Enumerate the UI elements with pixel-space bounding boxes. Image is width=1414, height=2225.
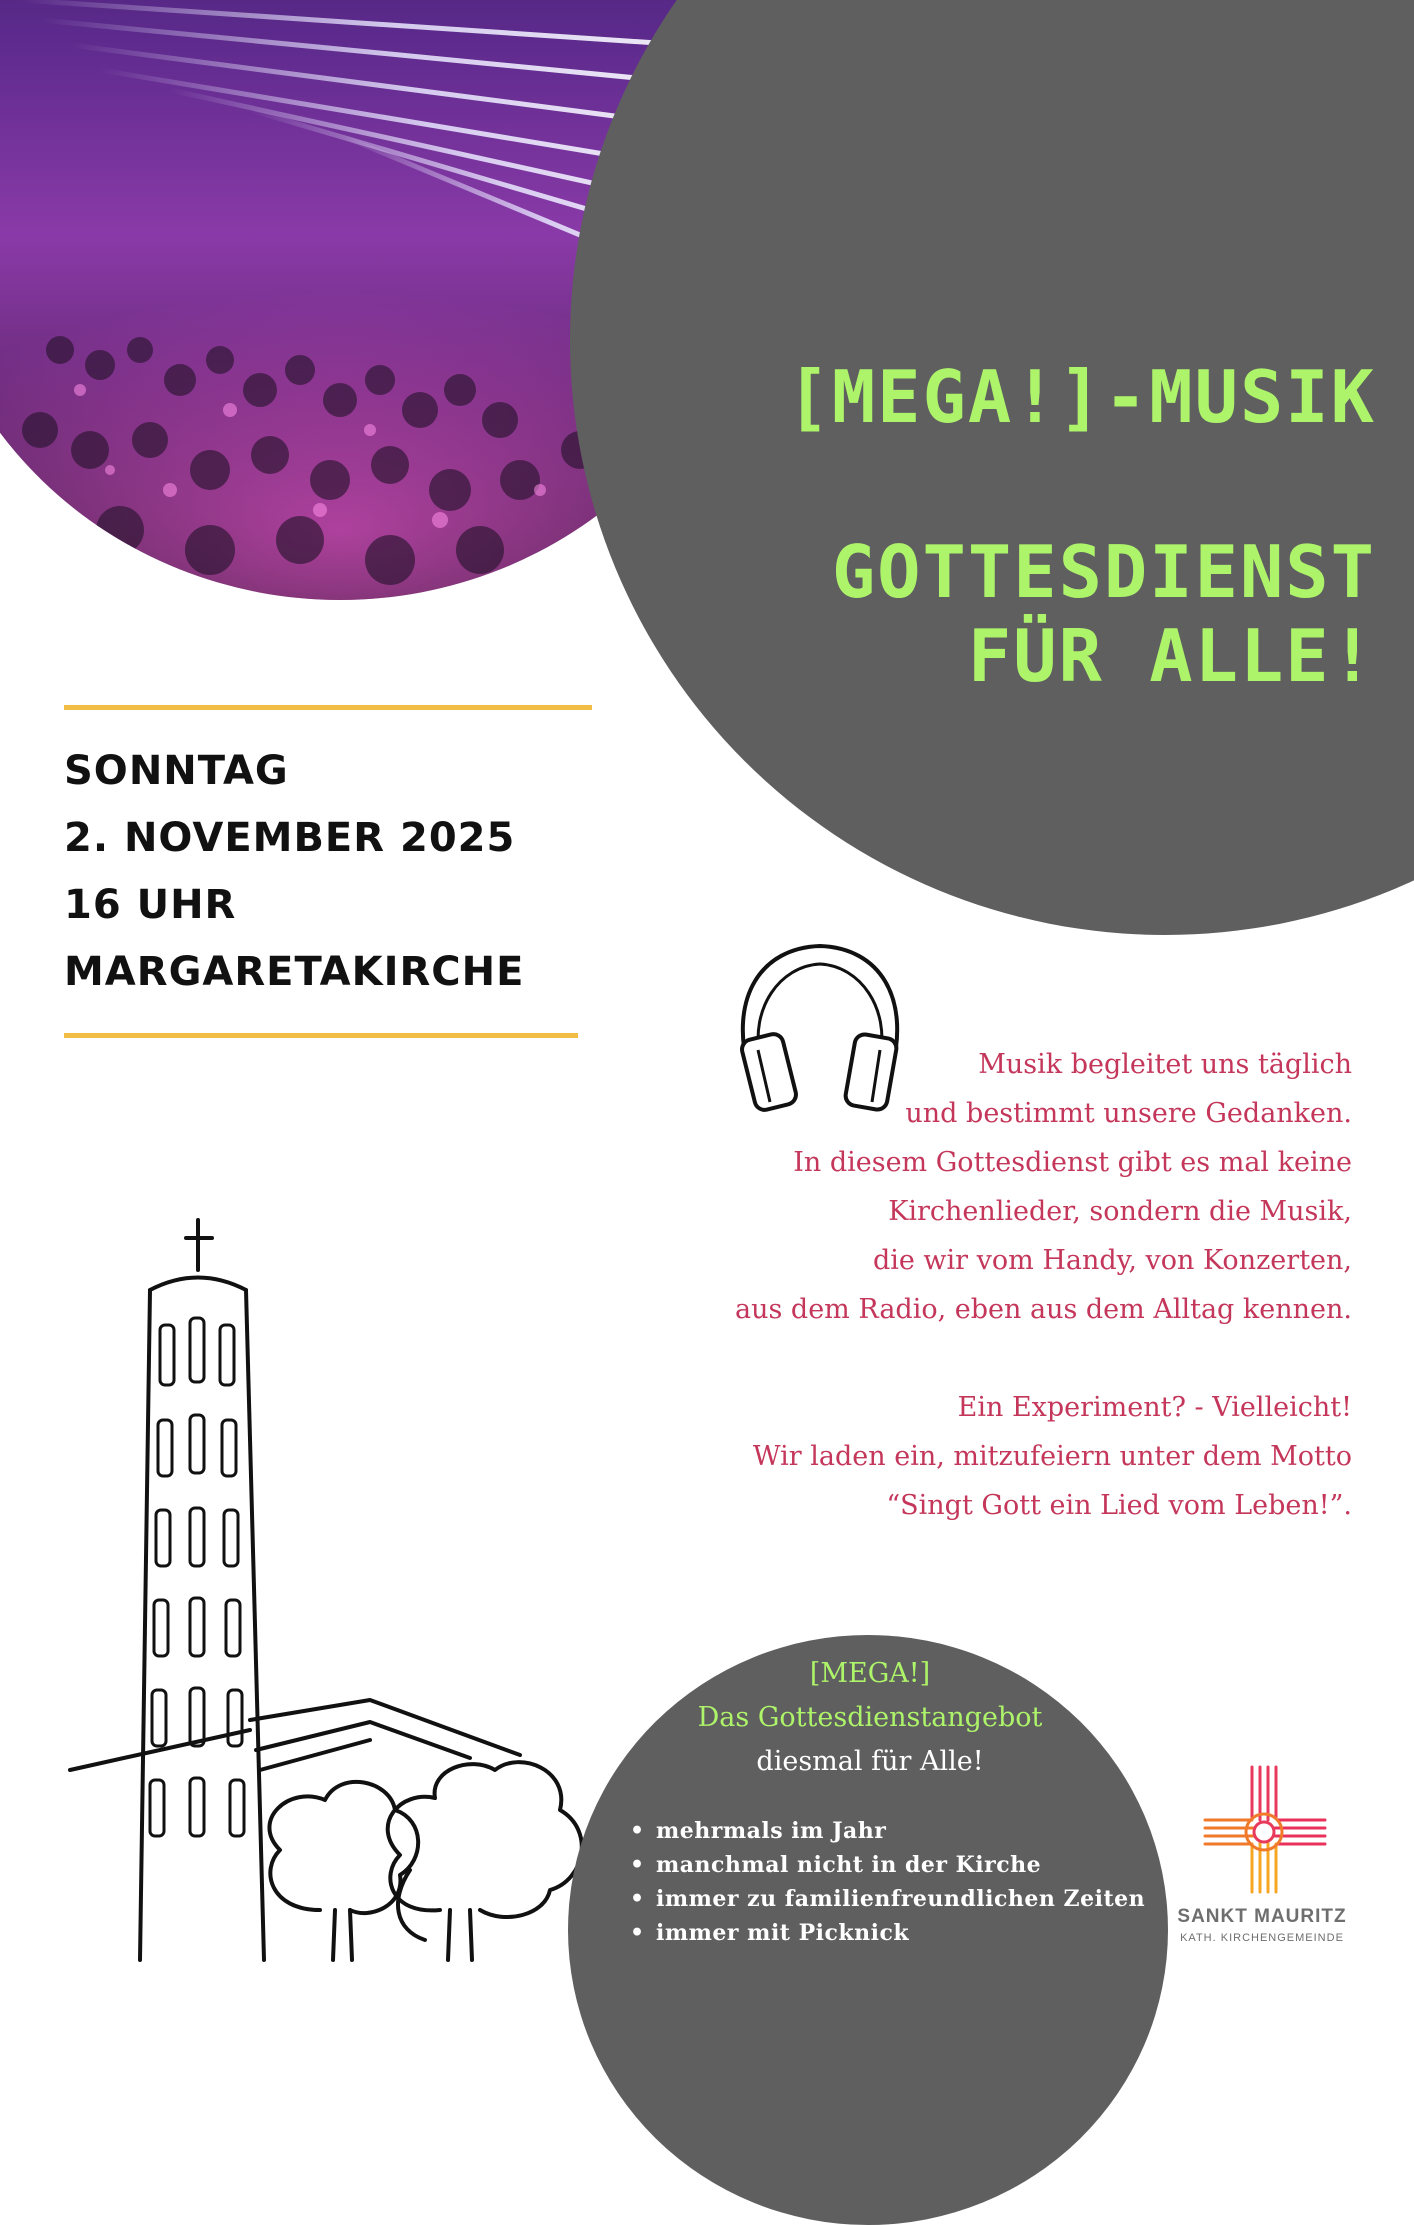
- headline-line-2: GOTTESDIENST: [831, 530, 1376, 614]
- info-bullet-list: [630, 1814, 1145, 1950]
- intro-line: Kirchenlieder, sondern die Musik,: [888, 1196, 1352, 1227]
- event-date: 2. NOVEMBER 2025: [64, 815, 516, 861]
- headline-line-1: [MEGA!]-MUSIK: [786, 355, 1376, 439]
- logo-name: SANKT MAURITZ: [1177, 1906, 1347, 1927]
- list-item: • manchmal nicht in der Kirche: [630, 1848, 1145, 1882]
- logo-subtitle: KATH. KIRCHENGEMEINDE: [1180, 1932, 1344, 1944]
- intro-line: In diesem Gottesdienst gibt es mal keine: [793, 1147, 1352, 1178]
- headline-line-3: FÜR ALLE!: [967, 614, 1376, 698]
- top-divider: [64, 705, 592, 710]
- sankt-mauritz-logo: [1200, 1762, 1330, 1897]
- intro-line: Ein Experiment? - Vielleicht!: [957, 1392, 1352, 1423]
- list-item: • immer zu familienfreundlichen Zeiten: [630, 1882, 1145, 1916]
- intro-line: die wir vom Handy, von Konzerten,: [872, 1245, 1352, 1276]
- list-item: • mehrmals im Jahr: [630, 1814, 1145, 1848]
- event-place: MARGARETAKIRCHE: [64, 949, 525, 995]
- intro-text: [592, 1040, 1352, 1530]
- info-title: [MEGA!]: [809, 1658, 931, 1689]
- event-day: SONNTAG: [64, 748, 289, 794]
- intro-line: aus dem Radio, eben aus dem Alltag kennen.: [735, 1294, 1352, 1325]
- list-item: • immer mit Picknick: [630, 1916, 1145, 1950]
- info-subtitle: Das Gottesdienstangebot: [697, 1702, 1043, 1733]
- info-header: [600, 1652, 1140, 1784]
- event-time: 16 UHR: [64, 882, 237, 928]
- intro-line: “Singt Gott ein Lied vom Leben!”.: [886, 1490, 1352, 1521]
- intro-line: Musik begleitet uns täglich: [978, 1049, 1352, 1080]
- headline-background-circle: [570, 0, 1414, 935]
- church-drawing: [50, 1210, 610, 1980]
- info-tagline: diesmal für Alle!: [756, 1746, 984, 1777]
- bottom-divider: [64, 1033, 578, 1038]
- intro-line: Wir laden ein, mitzufeiern unter dem Motto: [752, 1441, 1352, 1472]
- intro-line: und bestimmt unsere Gedanken.: [905, 1098, 1352, 1129]
